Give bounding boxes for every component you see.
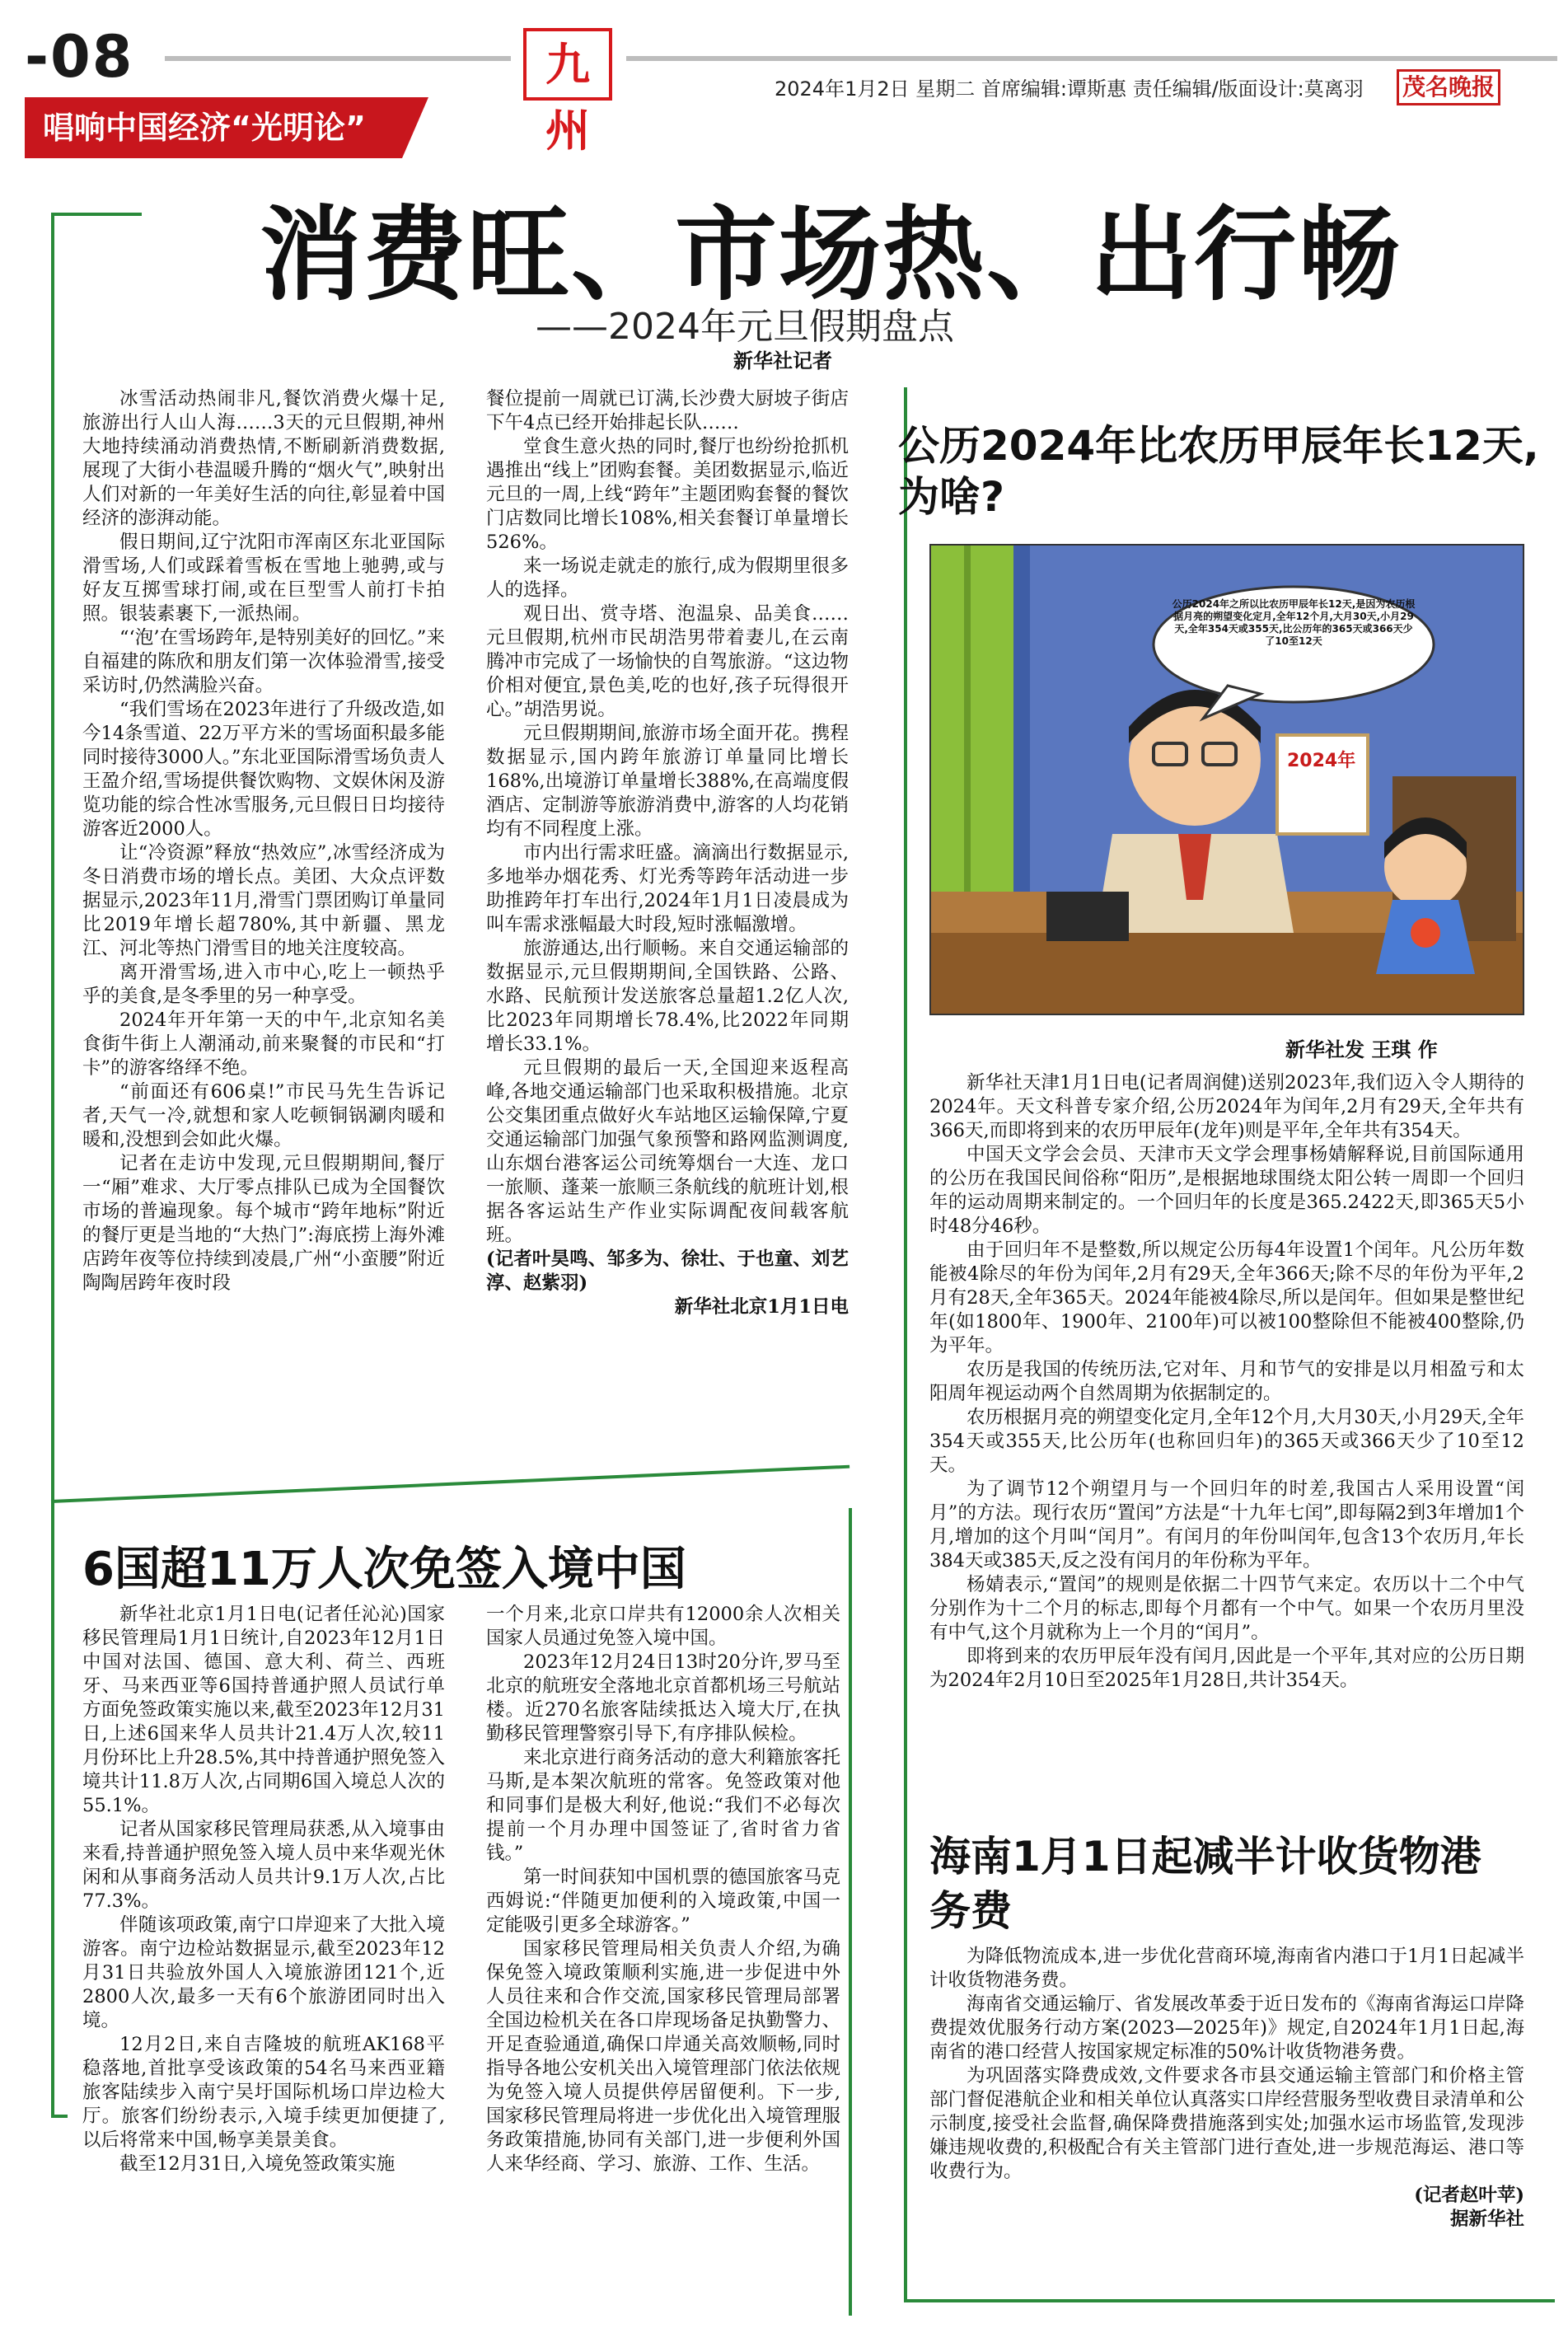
main-subheadline: ——2024年元旦假期盘点 (536, 306, 954, 348)
paragraph: 海南省交通运输厅、省发展改革委于近日发布的《海南省海运口岸降费提效优服务行动方案(2023—2025年)》规定,自2024年1月1日起,海南省的港口经营人按国家规定标准的50%计收货物港务费。 (929, 1993, 1524, 2063)
paragraph: 记者从国家移民管理局获悉,从入境事由来看,持普通护照免签入境人员中来华观光休闲和从事商务活动人员共计9.1万人次,占比77.3%。 (82, 1819, 445, 1912)
paragraph: 国家移民管理局相关负责人介绍,为确保免签入境政策顺利实施,进一步促进中外人员往来和合作交流,国家移民管理局部署全国边检机关在各口岸现场备足执勤警力、开足查验通道,确保口岸通关高效顺畅,同时指导各地公安机关出入境管理部门依法依规为免签入境人员提供停居留便利。下一步,国家移民管理局将进一步优化出入境管理服务政策措施,协同有关部门,进一步便利外国人来华经商、学习、旅游、工作、生活。 (486, 1938, 840, 2175)
paragraph: 堂食生意火热的同时,餐厅也纷纷抢抓机遇推出“线上”团购套餐。美团数据显示,临近元旦的一周,上线“跨年”主题团购套餐的餐饮门店数同比增长108%,相关套餐订单量增长526%。 (486, 436, 849, 553)
visa-column-2 (486, 1603, 840, 2176)
paragraph: 来一场说走就走的旅行,成为假期里很多人的选择。 (486, 555, 849, 601)
hainan-headline: 海南1月1日起减半计收货物港务费 (929, 1833, 1481, 1935)
paragraph: 餐位提前一周就已订满,长沙费大厨坡子街店下午4点已经开始排起长队…… (486, 388, 849, 433)
frame-line (849, 1508, 852, 2316)
paragraph: 离开滑雪场,进入市中心,吃上一顿热乎乎的美食,是冬季里的另一种享受。 (82, 962, 445, 1007)
paragraph: 元旦假期期间,旅游市场全面开花。携程数据显示,国内跨年旅游订单量同比增长168%,出境游订单量增长388%,在高端度假酒店、定制游等旅游消费中,游客的人均花销均有不同程度上涨。 (486, 723, 849, 840)
paragraph: 2023年12月24日13时20分许,罗马至北京的航班安全落地北京首都机场三号航站楼。近270名旅客陆续抵达入境大厅,在执勤移民管理警察引导下,有序排队候检。 (486, 1651, 840, 1745)
paragraph: 农历根据月亮的朔望变化定月,全年12个月,大月30天,小月29天,全年354天或355天,比公历年(也称回归年)的365天或366天少了10至12天。 (929, 1407, 1525, 1476)
page-number: -08 (25, 23, 134, 91)
header-rule-left (165, 56, 511, 61)
paragraph: “前面还有606桌!”市民马先生告诉记者,天气一冷,就想和家人吃顿铜锅涮肉暖和暖和,没想到会如此火爆。 (82, 1081, 445, 1150)
main-column-2 (486, 387, 849, 1319)
paragraph: 观日出、赏寺塔、泡温泉、品美食……元旦假期,杭州市民胡浩男带着妻儿,在云南腾冲市完成了一场愉快的自驾旅游。“这边物价相对便宜,景色美,吃的也好,孩子玩得很开心。”胡浩男说。 (486, 603, 849, 720)
frame-line (51, 1465, 850, 1503)
paragraph: 假日期间,辽宁沈阳市浑南区东北亚国际滑雪场,人们或踩着雪板在雪地上驰骋,或与好友互掷雪球打闹,或在巨型雪人前打卡拍照。银装素裹下,一派热闹。 (82, 532, 445, 625)
paragraph: 旅游通达,出行顺畅。来自交通运输部的数据显示,元旦假期期间,全国铁路、公路、水路、民航预计发送旅客总量超1.2亿人次,比2023年同期增长78.4%,比2022年同期增长33.1%。 (486, 938, 849, 1055)
article-dateline: 新华社北京1月1日电 (674, 1296, 849, 1318)
paragraph: 为了调节12个朔望月与一个回归年的时差,我国古人采用设置“闰月”的方法。现行农历“置闰”方法是“十九年七闰”,即每隔2到3年增加1个月,增加的这个月叫“闰月”。有闰月的年份叫闰年,包含13个农历月,年长384天或385天,反之没有闰月的年份称为平年。 (929, 1478, 1524, 1572)
hainan-body (929, 1945, 1524, 2232)
header-rule-right (626, 56, 1557, 61)
cartoon-illustration (929, 544, 1524, 1015)
paragraph: 农历是我国的传统历法,它对年、月和节气的安排是以月相盈亏和太阳周年视运动两个自然周期为依据制定的。 (929, 1359, 1524, 1404)
main-byline: 新华社记者 (733, 349, 832, 372)
paragraph: 为降低物流成本,进一步优化营商环境,海南省内港口于1月1日起减半计收货物港务费。 (929, 1946, 1524, 1991)
paragraph: 中国天文学会会员、天津市天文学会理事杨婧解释说,目前国际通用的公历在我国民间俗称“阳历”,是根据地球围绕太阳公转一周即一个回归年的运动周期来制定的。一个回归年的长度是365.2422天,即365天5小时48分46秒。 (929, 1144, 1524, 1237)
paragraph: 冰雪活动热闹非凡,餐饮消费火爆十足,旅游出行人山人海……3天的元旦假期,神州大地持续涌动消费热情,不断刷新消费数据,展现了大街小巷温暖升腾的“烟火气”,映射出人们对新的一年美好生活的向往,彰显着中国经济的澎湃动能。 (82, 388, 445, 529)
paragraph: 伴随该项政策,南宁口岸迎来了大批入境游客。南宁边检站数据显示,截至2023年12月31日共验放外国人入境旅游团121个,近2800人次,最多一天有6个旅游团同时出入境。 (82, 1914, 445, 2031)
calendar-label: 2024年 (1287, 751, 1356, 771)
frame-line (904, 387, 907, 2299)
paragraph: 即将到来的农历甲辰年没有闰月,因此是一个平年,其对应的公历日期为2024年2月10日至2025年1月28日,共计354天。 (929, 1646, 1524, 1691)
issue-dateline: 2024年1月2日 星期二 首席编辑:谭斯惠 责任编辑/版面设计:莫离羽 (775, 77, 1364, 101)
frame-line (904, 2299, 1555, 2302)
cartoon-credit: 新华社发 王琪 作 (1285, 1038, 1438, 1061)
visa-column-1 (82, 1603, 445, 2176)
paragraph: 为巩固落实降费成效,文件要求各市县交通运输主管部门和价格主管部门督促港航企业和相关单位认真落实口岸经营服务型收费目录清单和公示制度,接受社会监督,确保降费措施落到实处;加强水运市场监管,发现涉嫌违规收费的,积极配合有关主管部门进行查处,进一步规范海运、港口等收费行为。 (929, 2065, 1524, 2182)
sidebar-body (929, 1071, 1524, 1693)
paragraph: 截至12月31日,入境免签政策实施 (119, 2153, 396, 2175)
paragraph: 元旦假期的最后一天,全国迎来返程高峰,各地交通运输部门也采取积极措施。北京公交集团重点做好火车站地区运输保障,宁夏交通运输部门加强气象预警和路网监测调度,山东烟台港客运公司统筹烟台一大连、龙口一旅顺、蓬莱一旅顺三条航线的航班计划,根据各客运站生产作业实际调配夜间载客航班。 (486, 1057, 849, 1246)
column-tag (25, 97, 402, 158)
paragraph: 市内出行需求旺盛。滴滴出行数据显示,多地举办烟花秀、灯光秀等跨年活动进一步助推跨年打车出行,2024年1月1日凌晨成为叫车需求涨幅最大时段,短时涨幅激增。 (486, 842, 849, 935)
cartoon-speech-bubble: 公历2024年之所以比农历甲辰年长12天,是因为农历根据月亮的朔望变化定月,全年12个月,大月30天,小月29天,全年354天或355天,比公历年的365天或366天少了10至12天 (1172, 598, 1416, 647)
frame-line (51, 2115, 68, 2118)
reporter-credit: (记者叶昊鸣、邹多为、徐壮、于也童、刘艺淳、赵紫羽) (486, 1248, 849, 1294)
paragraph: 由于回归年不是整数,所以规定公历每4年设置1个闰年。凡公历年数能被4除尽的年份为闰年,2月有29天,全年366天;除不尽的年份为平年,2月有28天,全年365天。2024年能被4除尽,所以是闰年。但如果是整世纪年(如1800年、1900年、2100年)可以被100整除但不能被400整除,仍为平年。 (929, 1239, 1524, 1356)
main-column-1 (82, 387, 445, 1295)
article-source: 据新华社 (1449, 2209, 1524, 2230)
frame-line (51, 213, 54, 2116)
reporter-credit: (记者赵叶苹) (1414, 2185, 1524, 2206)
paragraph: 新华社天津1月1日电(记者周润健)送别2023年,我们迈入令人期待的2024年。天文科普专家介绍,公历2024年为闰年,2月有29天,全年共有366天,而即将到来的农历甲辰年(龙年)则是平年,全年共有354天。 (929, 1072, 1524, 1141)
paragraph: 新华社北京1月1日电(记者任沁沁)国家移民管理局1月1日统计,自2023年12月1日中国对法国、德国、意大利、荷兰、西班牙、马来西亚等6国持普通护照人员试行单方面免签政策实施以来,截至2023年12月31日,上述6国来华人员共计21.4万人次,较11月份环比上升28.5%,其中持普通护照免签入境共计11.8万人次,占同期6国入境总人次的55.1%。 (82, 1604, 445, 1816)
visa-headline: 6国超11万人次免签入境中国 (82, 1543, 686, 1596)
masthead-logo: 茂名晚报 (1397, 69, 1500, 105)
paragraph: 2024年开年第一天的中午,北京知名美食街牛街上人潮涌动,前来聚餐的市民和“打卡”的游客络绎不绝。 (82, 1009, 445, 1079)
sidebar-headline: 公历2024年比农历甲辰年长12天,为啥? (898, 422, 1539, 521)
paragraph: 让“冷资源”释放“热效应”,冰雪经济成为冬日消费市场的增长点。美团、大众点评数据显示,2023年11月,滑雪门票团购订单量同比2019年增长超780%,其中新疆、黑龙江、河北等热门滑雪目的地关注度较高。 (82, 842, 445, 959)
paragraph: 来北京进行商务活动的意大利籍旅客托马斯,是本架次航班的常客。免签政策对他和同事们是极大利好,他说:“我们不必每次提前一个月办理中国签证了,省时省力省钱。” (486, 1747, 840, 1864)
paragraph: “我们雪场在2023年进行了升级改造,如今14条雪道、22万平方米的雪场面积最多能同时接待3000人。”东北亚国际滑雪场负责人王盈介绍,雪场提供餐饮购物、文娱休闲及游览功能的综合性冰雪服务,元旦假日日均接待游客近2000人。 (82, 699, 446, 840)
paragraph: 第一时间获知中国机票的德国旅客马克西姆说:“伴随更加便利的入境政策,中国一定能吸引更多全球游客。” (486, 1867, 840, 1936)
paragraph: 一个月来,北京口岸共有12000余人次相关国家人员通过免签入境中国。 (486, 1604, 840, 1649)
section-badge: 九州 (523, 28, 612, 101)
paragraph: 杨婧表示,“置闰”的规则是依据二十四节气来定。农历以十二个中气分别作为十二个月的标志,即每个月都有一个中气。如果一个农历月里没有中气,这个月就称为上一个月的“闰月”。 (929, 1574, 1524, 1643)
paragraph: “‘泡’在雪场跨年,是特别美好的回忆。”来自福建的陈欣和朋友们第一次体验滑雪,接受采访时,仍然满脸兴奋。 (82, 627, 445, 696)
frame-line (51, 213, 142, 216)
main-headline: 消费旺、市场热、出行畅 (260, 196, 1402, 315)
paragraph: 12月2日,来自吉隆坡的航班AK168平稳落地,首批享受该政策的54名马来西亚籍旅客陆续步入南宁吴圩国际机场口岸边检大厅。旅客们纷纷表示,入境手续更加便捷了,以后将常来中国,畅享美景美食。 (82, 2034, 445, 2151)
paragraph: 记者在走访中发现,元旦假期期间,餐厅一“厢”难求、大厅零点排队已成为全国餐饮市场的普遍现象。每个城市“跨年地标”附近的餐厅更是当地的“大热门”:海底捞上海外滩店跨年夜等位持续到凌晨,广州“小蛮腰”附近陶陶居跨年夜时段 (82, 1153, 445, 1294)
column-tag-label: 唱响中国经济“光明论” (43, 110, 366, 146)
